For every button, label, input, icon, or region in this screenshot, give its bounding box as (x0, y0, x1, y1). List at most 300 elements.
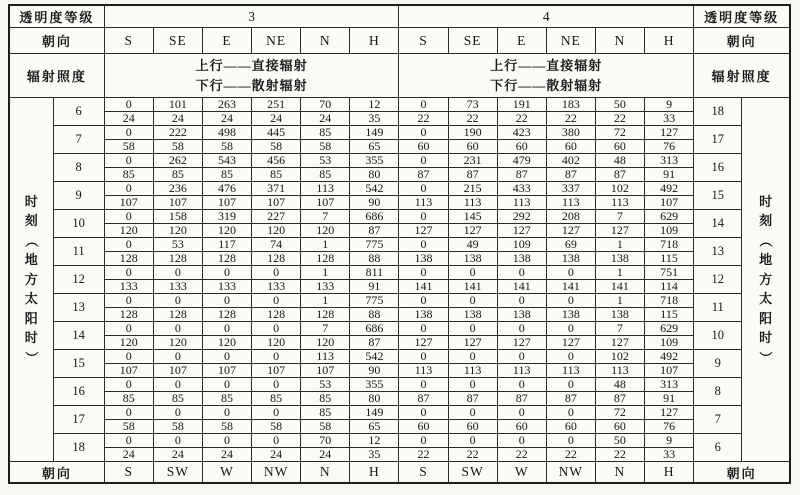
legend-group-3 (104, 54, 399, 98)
diffuse-value-cell: 107 (202, 196, 251, 210)
diffuse-value-cell: 127 (595, 336, 644, 350)
direct-value-cell: 479 (497, 154, 546, 168)
data-row-direct (9, 266, 790, 280)
diffuse-value-cell: 22 (546, 112, 595, 126)
diffuse-value-cell: 85 (301, 168, 350, 182)
diffuse-value-cell: 138 (497, 308, 546, 322)
time-axis-char: ） (758, 350, 774, 365)
direct-value-cell: 718 (644, 294, 693, 308)
diffuse-value-cell: 127 (595, 224, 644, 238)
time-axis-char: 时 (759, 193, 773, 209)
data-row-direct (9, 350, 790, 364)
data-row-diffuse (9, 336, 790, 350)
direct-value-cell: 0 (252, 294, 301, 308)
solar-radiation-table (8, 4, 791, 484)
direct-value-cell: 0 (252, 350, 301, 364)
diffuse-value-cell: 141 (546, 280, 595, 294)
direct-value-cell: 127 (644, 126, 693, 140)
diffuse-value-cell: 128 (202, 252, 251, 266)
diffuse-value-cell: 107 (252, 364, 301, 378)
direct-value-cell: 445 (252, 126, 301, 140)
direct-value-cell: 72 (595, 406, 644, 420)
direct-value-cell: 227 (252, 210, 301, 224)
time-axis-char: 刻 (759, 213, 773, 229)
direct-value-cell: 1 (595, 238, 644, 252)
direct-value-cell: 0 (399, 378, 448, 392)
hour-cell-left: 14 (53, 322, 104, 350)
diffuse-value-cell: 138 (399, 308, 448, 322)
diffuse-value-cell: 138 (546, 252, 595, 266)
direct-value-cell: 371 (252, 182, 301, 196)
diffuse-value-cell: 120 (202, 336, 251, 350)
diffuse-value-cell: 133 (301, 280, 350, 294)
diffuse-value-cell: 107 (644, 196, 693, 210)
time-axis-char: （ (24, 233, 40, 247)
diffuse-value-cell: 107 (644, 364, 693, 378)
orientation-header-cell: S (104, 28, 153, 54)
diffuse-value-cell: 133 (202, 280, 251, 294)
direct-value-cell: 85 (301, 406, 350, 420)
direct-value-cell: 0 (546, 266, 595, 280)
direct-value-cell: 0 (104, 266, 153, 280)
direct-value-cell: 811 (350, 266, 399, 280)
legend-diffuse-line: 下行——散射辐射 (490, 77, 603, 93)
direct-value-cell: 1 (595, 266, 644, 280)
orientation-header-cell: H (644, 28, 693, 54)
diffuse-value-cell: 138 (546, 308, 595, 322)
direct-value-cell: 7 (595, 210, 644, 224)
diffuse-value-cell: 91 (644, 168, 693, 182)
diffuse-value-cell: 24 (104, 448, 153, 462)
diffuse-value-cell: 85 (301, 392, 350, 406)
direct-value-cell: 0 (153, 434, 202, 448)
diffuse-value-cell: 113 (546, 196, 595, 210)
hour-cell-left: 12 (53, 266, 104, 294)
diffuse-value-cell: 65 (350, 420, 399, 434)
hour-cell-left: 16 (53, 378, 104, 406)
diffuse-value-cell: 141 (448, 280, 497, 294)
time-axis-char: 时 (24, 193, 38, 209)
diffuse-value-cell: 107 (301, 364, 350, 378)
time-axis-char: 时 (24, 330, 38, 346)
direct-value-cell: 0 (546, 434, 595, 448)
direct-value-cell: 292 (497, 210, 546, 224)
diffuse-value-cell: 80 (350, 392, 399, 406)
diffuse-value-cell: 85 (202, 392, 251, 406)
diffuse-value-cell: 127 (399, 336, 448, 350)
diffuse-value-cell: 58 (202, 420, 251, 434)
direct-value-cell: 12 (350, 98, 399, 112)
direct-value-cell: 0 (153, 294, 202, 308)
direct-value-cell: 0 (252, 266, 301, 280)
direct-value-cell: 0 (448, 434, 497, 448)
hour-cell-left: 11 (53, 238, 104, 266)
direct-value-cell: 0 (399, 294, 448, 308)
footer-orientation-cell: NW (546, 462, 595, 484)
diffuse-value-cell: 33 (644, 448, 693, 462)
direct-value-cell: 49 (448, 238, 497, 252)
transparency-label-right: 透明度等级 (694, 5, 790, 28)
diffuse-value-cell: 22 (497, 112, 546, 126)
diffuse-value-cell: 60 (497, 420, 546, 434)
direct-value-cell: 319 (202, 210, 251, 224)
direct-value-cell: 1 (301, 238, 350, 252)
direct-value-cell: 0 (202, 322, 251, 336)
time-axis-label-right (742, 98, 790, 462)
direct-value-cell: 7 (301, 322, 350, 336)
direct-value-cell: 492 (644, 182, 693, 196)
diffuse-value-cell: 120 (104, 224, 153, 238)
hour-cell-right: 13 (694, 238, 742, 266)
footer-orientation-cell: H (644, 462, 693, 484)
diffuse-value-cell: 127 (497, 224, 546, 238)
diffuse-value-cell: 127 (448, 224, 497, 238)
transparency-level-4: 4 (399, 5, 694, 28)
diffuse-value-cell: 120 (301, 224, 350, 238)
transparency-level-3: 3 (104, 5, 399, 28)
orientation-header-cell: H (350, 28, 399, 54)
legend-direct-line: 上行——直接辐射 (490, 57, 603, 73)
time-axis-char: 地 (759, 252, 773, 268)
direct-value-cell: 0 (202, 434, 251, 448)
direct-value-cell: 0 (104, 238, 153, 252)
time-axis-char: 阳 (24, 310, 38, 326)
direct-value-cell: 0 (104, 182, 153, 196)
diffuse-value-cell: 58 (153, 140, 202, 154)
direct-value-cell: 0 (448, 322, 497, 336)
diffuse-value-cell: 87 (546, 168, 595, 182)
diffuse-value-cell: 107 (301, 196, 350, 210)
orientation-header-cell: E (497, 28, 546, 54)
hour-cell-left: 10 (53, 210, 104, 238)
direct-value-cell: 72 (595, 126, 644, 140)
diffuse-value-cell: 120 (301, 336, 350, 350)
direct-value-cell: 191 (497, 98, 546, 112)
data-row-direct (9, 210, 790, 224)
data-row-direct (9, 378, 790, 392)
direct-value-cell: 183 (546, 98, 595, 112)
diffuse-value-cell: 120 (252, 336, 301, 350)
diffuse-value-cell: 24 (202, 448, 251, 462)
direct-value-cell: 492 (644, 350, 693, 364)
data-row-direct (9, 98, 790, 112)
diffuse-value-cell: 90 (350, 364, 399, 378)
direct-value-cell: 0 (448, 350, 497, 364)
direct-value-cell: 0 (104, 322, 153, 336)
data-row-direct (9, 322, 790, 336)
diffuse-value-cell: 24 (252, 112, 301, 126)
direct-value-cell: 9 (644, 434, 693, 448)
direct-value-cell: 50 (595, 98, 644, 112)
hour-cell-right: 8 (694, 378, 742, 406)
irradiance-label-left: 辐射照度 (9, 54, 104, 98)
diffuse-value-cell: 138 (595, 308, 644, 322)
diffuse-value-cell: 128 (252, 308, 301, 322)
direct-value-cell: 0 (546, 294, 595, 308)
direct-value-cell: 775 (350, 294, 399, 308)
direct-value-cell: 686 (350, 322, 399, 336)
direct-value-cell: 158 (153, 210, 202, 224)
footer-orientation-label-right: 朝向 (694, 462, 790, 484)
footer-orientation-cell: NW (252, 462, 301, 484)
hour-cell-right: 10 (694, 322, 742, 350)
footer-orientation-cell: H (350, 462, 399, 484)
direct-value-cell: 102 (595, 182, 644, 196)
direct-value-cell: 0 (497, 378, 546, 392)
hour-cell-left: 6 (53, 98, 104, 126)
irradiance-label-right: 辐射照度 (694, 54, 790, 98)
footer-orientation-cell: W (497, 462, 546, 484)
legend-direct-line: 上行——直接辐射 (195, 57, 308, 73)
hour-cell-left: 8 (53, 154, 104, 182)
hour-cell-right: 6 (694, 434, 742, 462)
direct-value-cell: 48 (595, 378, 644, 392)
direct-value-cell: 231 (448, 154, 497, 168)
diffuse-value-cell: 138 (399, 252, 448, 266)
direct-value-cell: 0 (399, 350, 448, 364)
diffuse-value-cell: 91 (350, 280, 399, 294)
direct-value-cell: 0 (153, 406, 202, 420)
direct-value-cell: 0 (448, 266, 497, 280)
direct-value-cell: 12 (350, 434, 399, 448)
diffuse-value-cell: 109 (644, 224, 693, 238)
data-row-diffuse (9, 308, 790, 322)
time-axis-char: 太 (759, 291, 773, 307)
direct-value-cell: 0 (497, 406, 546, 420)
diffuse-value-cell: 127 (448, 336, 497, 350)
diffuse-value-cell: 58 (202, 140, 251, 154)
diffuse-value-cell: 127 (546, 224, 595, 238)
diffuse-value-cell: 85 (104, 168, 153, 182)
direct-value-cell: 0 (104, 210, 153, 224)
hour-cell-left: 9 (53, 182, 104, 210)
direct-value-cell: 433 (497, 182, 546, 196)
direct-value-cell: 0 (153, 266, 202, 280)
direct-value-cell: 355 (350, 378, 399, 392)
data-row-direct (9, 126, 790, 140)
diffuse-value-cell: 87 (595, 168, 644, 182)
hour-cell-left: 15 (53, 350, 104, 378)
direct-value-cell: 74 (252, 238, 301, 252)
diffuse-value-cell: 87 (546, 392, 595, 406)
data-row-diffuse (9, 252, 790, 266)
orientation-header-cell: S (399, 28, 448, 54)
direct-value-cell: 0 (252, 406, 301, 420)
diffuse-value-cell: 133 (104, 280, 153, 294)
direct-value-cell: 222 (153, 126, 202, 140)
diffuse-value-cell: 88 (350, 308, 399, 322)
direct-value-cell: 0 (104, 126, 153, 140)
orientation-header-cell: SE (153, 28, 202, 54)
footer-orientation-cell: N (301, 462, 350, 484)
diffuse-value-cell: 133 (252, 280, 301, 294)
diffuse-value-cell: 24 (153, 448, 202, 462)
diffuse-value-cell: 87 (399, 168, 448, 182)
diffuse-value-cell: 35 (350, 112, 399, 126)
orientation-label-left: 朝向 (9, 28, 104, 54)
direct-value-cell: 208 (546, 210, 595, 224)
direct-value-cell: 0 (104, 294, 153, 308)
direct-value-cell: 313 (644, 378, 693, 392)
direct-value-cell: 117 (202, 238, 251, 252)
diffuse-value-cell: 87 (448, 392, 497, 406)
diffuse-value-cell: 76 (644, 140, 693, 154)
diffuse-value-cell: 138 (448, 252, 497, 266)
diffuse-value-cell: 58 (301, 140, 350, 154)
orientation-header-row (9, 28, 790, 54)
diffuse-value-cell: 128 (104, 308, 153, 322)
hour-cell-left: 18 (53, 434, 104, 462)
time-axis-char: ） (24, 350, 40, 364)
direct-value-cell: 0 (252, 434, 301, 448)
direct-value-cell: 263 (202, 98, 251, 112)
diffuse-value-cell: 24 (301, 448, 350, 462)
diffuse-value-cell: 127 (546, 336, 595, 350)
diffuse-value-cell: 141 (497, 280, 546, 294)
direct-value-cell: 423 (497, 126, 546, 140)
direct-value-cell: 0 (399, 322, 448, 336)
diffuse-value-cell: 60 (497, 140, 546, 154)
direct-value-cell: 9 (644, 98, 693, 112)
direct-value-cell: 149 (350, 126, 399, 140)
direct-value-cell: 0 (497, 294, 546, 308)
direct-value-cell: 0 (399, 406, 448, 420)
diffuse-value-cell: 22 (546, 448, 595, 462)
hour-cell-right: 7 (694, 406, 742, 434)
direct-value-cell: 0 (153, 378, 202, 392)
hour-cell-right: 14 (694, 210, 742, 238)
diffuse-value-cell: 60 (595, 140, 644, 154)
diffuse-value-cell: 107 (104, 196, 153, 210)
direct-value-cell: 380 (546, 126, 595, 140)
diffuse-value-cell: 115 (644, 252, 693, 266)
direct-value-cell: 85 (301, 126, 350, 140)
diffuse-value-cell: 113 (497, 196, 546, 210)
direct-value-cell: 101 (153, 98, 202, 112)
table-header (9, 5, 790, 98)
direct-value-cell: 113 (301, 350, 350, 364)
direct-value-cell: 0 (202, 294, 251, 308)
orientation-label-right: 朝向 (694, 28, 790, 54)
diffuse-value-cell: 85 (153, 168, 202, 182)
direct-value-cell: 7 (301, 210, 350, 224)
direct-value-cell: 0 (399, 98, 448, 112)
direct-value-cell: 542 (350, 182, 399, 196)
direct-value-cell: 53 (153, 238, 202, 252)
direct-value-cell: 7 (595, 322, 644, 336)
direct-value-cell: 0 (448, 378, 497, 392)
direct-value-cell: 0 (153, 322, 202, 336)
diffuse-value-cell: 128 (153, 308, 202, 322)
data-row-diffuse (9, 196, 790, 210)
data-row-diffuse (9, 392, 790, 406)
legend-group-4 (399, 54, 694, 98)
diffuse-value-cell: 22 (448, 448, 497, 462)
direct-value-cell: 456 (252, 154, 301, 168)
time-axis-char: 方 (759, 271, 773, 287)
direct-value-cell: 751 (644, 266, 693, 280)
direct-value-cell: 0 (104, 406, 153, 420)
diffuse-value-cell: 120 (153, 336, 202, 350)
direct-value-cell: 70 (301, 98, 350, 112)
orientation-header-cell: N (595, 28, 644, 54)
hour-cell-right: 17 (694, 126, 742, 154)
direct-value-cell: 48 (595, 154, 644, 168)
diffuse-value-cell: 87 (350, 224, 399, 238)
direct-value-cell: 0 (104, 98, 153, 112)
diffuse-value-cell: 58 (301, 420, 350, 434)
diffuse-value-cell: 113 (399, 196, 448, 210)
direct-value-cell: 0 (546, 322, 595, 336)
scanned-document-page (0, 4, 800, 495)
direct-value-cell: 0 (497, 350, 546, 364)
diffuse-value-cell: 22 (399, 112, 448, 126)
hour-cell-right: 9 (694, 350, 742, 378)
direct-value-cell: 0 (497, 266, 546, 280)
diffuse-value-cell: 22 (595, 448, 644, 462)
diffuse-value-cell: 138 (595, 252, 644, 266)
time-axis-char: 时 (759, 330, 773, 346)
direct-value-cell: 498 (202, 126, 251, 140)
orientation-header-cell: NE (546, 28, 595, 54)
diffuse-value-cell: 24 (104, 112, 153, 126)
diffuse-value-cell: 88 (350, 252, 399, 266)
footer-orientation-cell: N (595, 462, 644, 484)
direct-value-cell: 402 (546, 154, 595, 168)
diffuse-value-cell: 87 (497, 392, 546, 406)
direct-value-cell: 149 (350, 406, 399, 420)
direct-value-cell: 0 (202, 266, 251, 280)
data-row-diffuse (9, 448, 790, 462)
transparency-row (9, 5, 790, 28)
diffuse-value-cell: 87 (350, 336, 399, 350)
direct-value-cell: 542 (350, 350, 399, 364)
direct-value-cell: 0 (104, 378, 153, 392)
data-row-direct (9, 182, 790, 196)
diffuse-value-cell: 141 (595, 280, 644, 294)
data-row-diffuse (9, 168, 790, 182)
direct-value-cell: 337 (546, 182, 595, 196)
direct-value-cell: 0 (497, 434, 546, 448)
diffuse-value-cell: 24 (202, 112, 251, 126)
direct-value-cell: 629 (644, 210, 693, 224)
footer-orientation-cell: W (202, 462, 251, 484)
diffuse-value-cell: 107 (202, 364, 251, 378)
direct-value-cell: 313 (644, 154, 693, 168)
time-axis-char: 阳 (759, 310, 773, 326)
time-axis-label-left (9, 98, 53, 462)
diffuse-value-cell: 22 (448, 112, 497, 126)
diffuse-value-cell: 58 (104, 140, 153, 154)
direct-value-cell: 0 (399, 126, 448, 140)
hour-cell-left: 17 (53, 406, 104, 434)
diffuse-value-cell: 113 (399, 364, 448, 378)
direct-value-cell: 0 (104, 154, 153, 168)
diffuse-value-cell: 76 (644, 420, 693, 434)
transparency-label-left: 透明度等级 (9, 5, 104, 28)
hour-cell-right: 12 (694, 266, 742, 294)
diffuse-value-cell: 87 (595, 392, 644, 406)
direct-value-cell: 629 (644, 322, 693, 336)
direct-value-cell: 355 (350, 154, 399, 168)
diffuse-value-cell: 107 (104, 364, 153, 378)
hour-cell-right: 16 (694, 154, 742, 182)
diffuse-value-cell: 138 (448, 308, 497, 322)
footer-orientation-label-left: 朝向 (9, 462, 104, 484)
diffuse-value-cell: 85 (202, 168, 251, 182)
diffuse-value-cell: 22 (595, 112, 644, 126)
diffuse-value-cell: 85 (252, 168, 301, 182)
